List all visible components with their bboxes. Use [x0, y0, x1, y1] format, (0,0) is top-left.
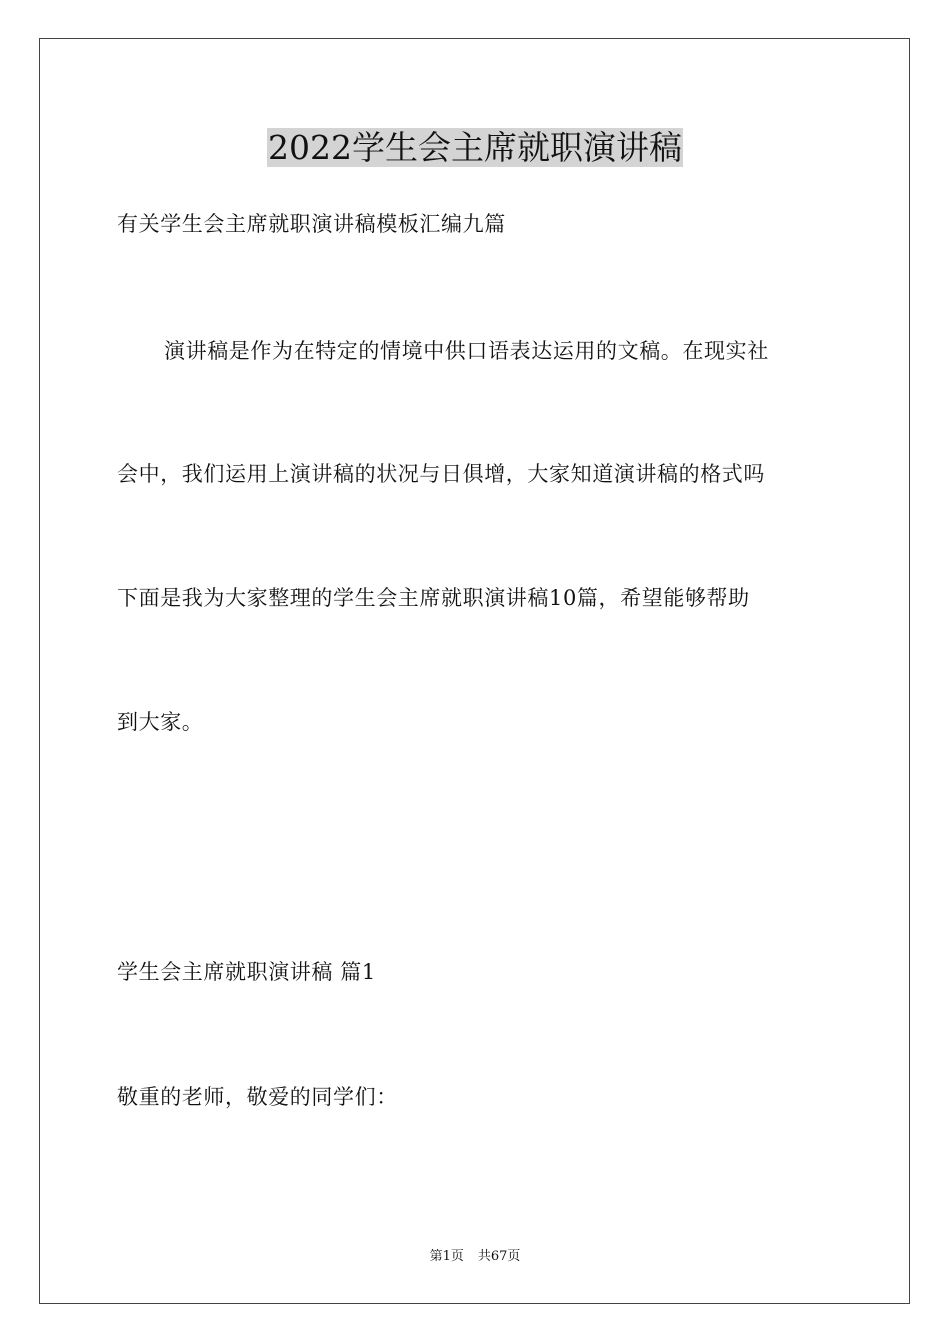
- page-footer: [0, 1248, 950, 1266]
- page-total: 共67页: [477, 1249, 521, 1264]
- document-title: [0, 128, 950, 168]
- intro-line-3: 下面是我为大家整理的学生会主席就职演讲稿10篇，希望能够帮助: [117, 586, 750, 610]
- salutation: 敬重的老师，敬爱的同学们：: [117, 1085, 398, 1109]
- document-subtitle: 有关学生会主席就职演讲稿模板汇编九篇: [117, 212, 506, 236]
- page-number: 第1页: [429, 1249, 464, 1264]
- intro-line-2: 会中，我们运用上演讲稿的状况与日俱增，大家知道演讲稿的格式吗: [117, 462, 765, 486]
- section-heading: 学生会主席就职演讲稿 篇1: [117, 960, 376, 984]
- intro-line-4: 到大家。: [117, 710, 204, 734]
- document-title-text: 2022学生会主席就职演讲稿: [268, 128, 682, 167]
- intro-line-1: 演讲稿是作为在特定的情境中供口语表达运用的文稿。在现实社: [164, 339, 769, 363]
